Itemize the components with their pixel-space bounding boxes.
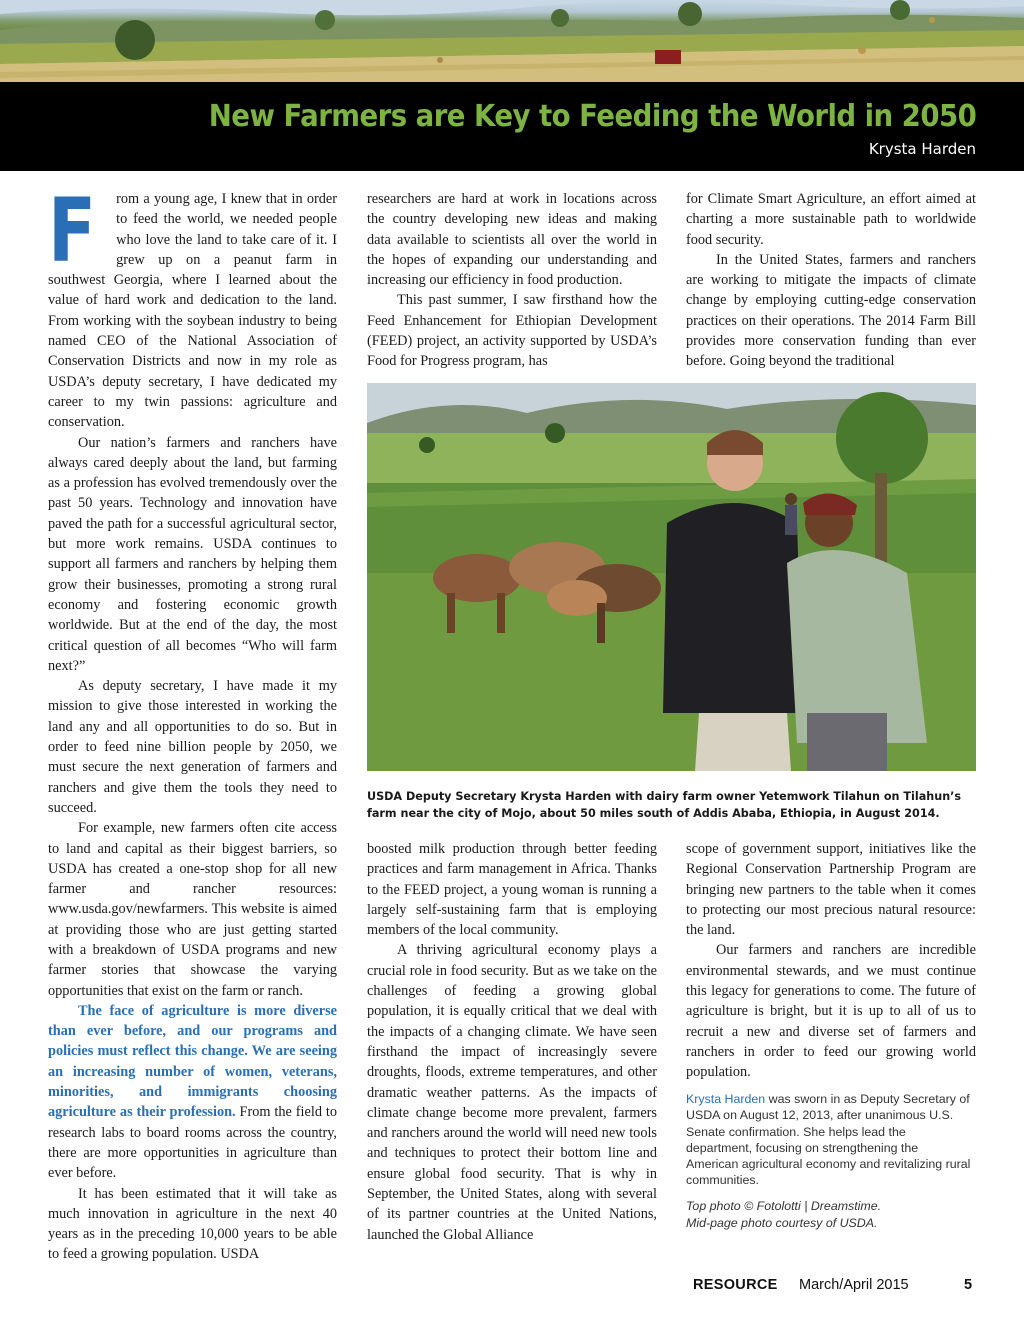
drop-cap: F: [48, 179, 97, 282]
article-byline: Krysta Harden: [868, 140, 976, 158]
article-headline: New Farmers are Key to Feeding the World in 2050: [208, 99, 976, 134]
paragraph: [48, 1001, 337, 1184]
header-landscape-photo: [0, 0, 1024, 82]
paragraph: scope of government support, initiatives like the Regional Conservation Partnership Program are bringing new partners to the table when it comes to protecting our most precious natural resource: the land.: [686, 841, 976, 939]
paragraph: researchers are hard at work in locations across the country developing new ideas and making data available to scientists all over the world in the hopes of expanding our understanding and increasing our efficiency in food production.: [367, 191, 657, 289]
article-photo: [367, 383, 976, 771]
landscape-illustration: [0, 0, 1024, 82]
column-2-bottom: [367, 839, 657, 1245]
paragraph: for Climate Smart Agriculture, an effort aimed at charting a more sustainable path to worldwide food security.: [686, 191, 976, 248]
photo-caption: USDA Deputy Secretary Krysta Harden with dairy farm owner Yetemwork Tilahun on Tilahun’s farm near the city of Mojo, about 50 miles south of Addis Ababa, Ethiopia, in August 2014.: [367, 790, 962, 820]
column-3-bottom: [686, 839, 976, 1083]
paragraph: It has been estimated that it will take as much innovation in agriculture in the next 40 years as in the preceding 10,000 years to be able to feed a growing population. USDA: [48, 1185, 337, 1263]
author-bio: [686, 1091, 971, 1189]
bio-text: was sworn in as Deputy Secretary of USDA on August 12, 2013, after unanimous U.S. Senate confirmation. She helps lead the department, focusing on strengthening the American agricultural economy and revitalizing rural communities.: [686, 1092, 971, 1188]
paragraph: Our nation’s farmers and ranchers have always cared deeply about the land, but farming as a profession has evolved tremendously over the past 50 years. Technology and innovation have paved the path for a successful agricultural sector, but more work remains. USDA continues to support all farmers and ranchers by helping them grow their businesses, promoting a strong rural economy and fostering economic growth worldwide. But at the end of the day, the most critical question of all becomes “Who will farm next?”: [48, 434, 337, 674]
photo-credits: [686, 1198, 971, 1232]
highlighted-statement: The face of agriculture is more diverse than ever before, and our programs and policies must reflect this change. We are seeing an increasing number of women, veterans, minorities, and immigrants choosing agriculture as their profession.: [48, 1002, 337, 1121]
paragraph: For example, new farmers often cite access to land and capital as their biggest barriers, so USDA has created a one-stop shop for all new farmer and rancher resources: www.usda.gov/newfarmers. This website is aimed at providing those who are just getting started with a breakdown of USDA programs and new farmer stories that showcase the varying opportunities that exist on the farm or ranch.: [48, 820, 337, 999]
paragraph: A thriving agricultural economy plays a crucial role in food security. But as we take on the challenges of feeding a growing global population, it is equally critical that we deal with the impacts of a changing climate. We have seen firsthand the impact of increasingly severe droughts, floods, extreme temperatures, and other dramatic weather patterns. As the impacts of climate change become more prevalent, farmers and ranchers around the world will need new tools and techniques to protect their bottom line and ensure global food security. That is why in September, the United States, along with several of its partner countries at the United Nations, launched the Global Alliance: [367, 942, 657, 1243]
column-3-top: [686, 189, 976, 372]
paragraph: This past summer, I saw firsthand how the Feed Enhancement for Ethiopian Development (FEED) project, an activity supported by USDA’s Food for Progress program, has: [367, 292, 657, 370]
photo-credit-top: Top photo © Fotolotti | Dreamstime.: [686, 1199, 882, 1213]
farm-photo-illustration: [367, 383, 976, 771]
magazine-name: RESOURCE: [693, 1277, 778, 1293]
paragraph-text: rom a young age, I knew that in order to feed the world, we needed people who love the land to take care of it. I grew up on a peanut farm in southwest Georgia, where I learned about the value of hard work and dedication to the land. From working with the soybean industry to being named CEO of the National Association of Conservation Districts and now in my role as USDA’s deputy secretary, I have dedicated my career to my twin passions: agriculture and conservation.: [48, 191, 337, 431]
paragraph: Our farmers and ranchers are incredible environmental stewards, and we must continue this legacy for generations to come. The future of agriculture is bright, but it is up to all of us to recruit a new and diverse set of farmers and ranchers in order to feed our growing world population.: [686, 942, 976, 1081]
paragraph: boosted milk production through better feeding practices and farm management in Africa. Thanks to the FEED project, a young woman is running a largely self-sustaining farm that is employing members of the local community.: [367, 841, 657, 939]
photo-credit-mid: Mid-page photo courtesy of USDA.: [686, 1216, 878, 1230]
page-number: 5: [964, 1277, 973, 1293]
column-1: [48, 179, 337, 1263]
paragraph-text: From the field to research labs to board rooms across the country, there are more opportunities in agriculture than ever before.: [48, 1104, 337, 1182]
paragraph: In the United States, farmers and ranchers are working to mitigate the impacts of climate change by employing cutting-edge conservation practices on their operations. The 2014 Farm Bill provides more conservation funding than ever before. Going beyond the traditional: [686, 251, 976, 370]
issue-date: March/April 2015: [799, 1277, 909, 1293]
paragraph: As deputy secretary, I have made it my mission to give those interested in working the land any and all opportunities to do so. But in order to feed nine billion people by 2050, we must secure the next generation of farmers and ranchers and give them the tools they need to succeed.: [48, 678, 337, 816]
bio-author-name: Krysta Harden: [686, 1092, 766, 1106]
column-2-top: [367, 189, 657, 372]
paragraph: [48, 179, 337, 433]
